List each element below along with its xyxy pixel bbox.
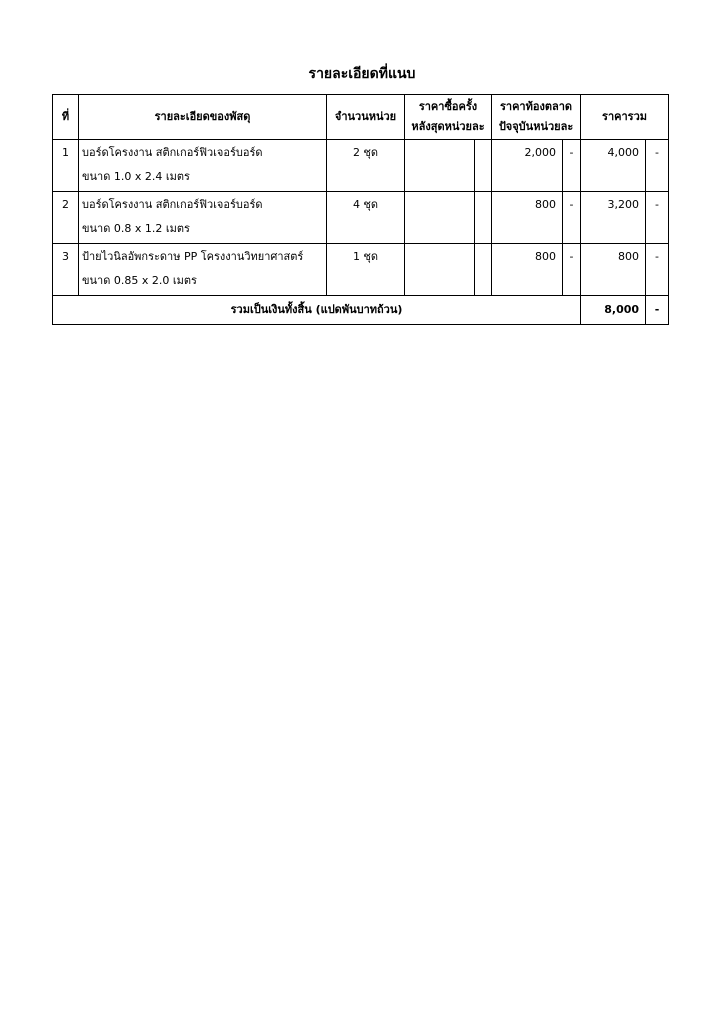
row-description xyxy=(79,140,327,192)
row-last-price xyxy=(405,244,475,296)
row-description xyxy=(79,192,327,244)
table-row xyxy=(53,192,669,244)
row-no: 1 xyxy=(53,140,79,192)
header-quantity: จำนวนหน่วย xyxy=(327,95,405,140)
row-total: 3,200 xyxy=(581,192,646,244)
row-description-line2: ขนาด 0.85 x 2.0 เมตร xyxy=(82,274,197,287)
row-no: 3 xyxy=(53,244,79,296)
row-last-price-sub xyxy=(475,244,492,296)
grand-total-label: รวมเป็นเงินทั้งสิ้น (แปดพันบาทถ้วน) xyxy=(53,296,581,325)
document-title: รายละเอียดที่แนบ xyxy=(308,66,416,82)
row-total: 4,000 xyxy=(581,140,646,192)
table-row xyxy=(53,140,669,192)
table-header-row xyxy=(53,95,669,140)
row-description-line1: ป้ายไวนิลอัพกระดาษ PP โครงงานวิทยาศาสตร์ xyxy=(82,250,304,263)
items-table xyxy=(52,94,669,325)
row-market-price: 800 xyxy=(492,192,563,244)
row-description-line2: ขนาด 0.8 x 1.2 เมตร xyxy=(82,222,190,235)
row-total-sub: - xyxy=(646,244,669,296)
header-market-price-line1: ราคาท้องตลาด xyxy=(499,100,573,113)
row-total-sub: - xyxy=(646,192,669,244)
header-market-price xyxy=(492,95,581,140)
row-market-price-sub: - xyxy=(563,244,581,296)
row-description-line1: บอร์ดโครงงาน สติกเกอร์ฟิวเจอร์บอร์ด xyxy=(82,146,263,159)
header-last-price xyxy=(405,95,492,140)
row-total: 800 xyxy=(581,244,646,296)
row-market-price: 800 xyxy=(492,244,563,296)
header-last-price-line2: หลังสุดหน่วยละ xyxy=(411,120,485,133)
row-description xyxy=(79,244,327,296)
row-last-price xyxy=(405,192,475,244)
row-last-price-sub xyxy=(475,140,492,192)
row-total-sub: - xyxy=(646,140,669,192)
row-market-price-sub: - xyxy=(563,140,581,192)
grand-total-sub: - xyxy=(646,296,669,325)
row-market-price: 2,000 xyxy=(492,140,563,192)
row-last-price-sub xyxy=(475,192,492,244)
grand-total-row xyxy=(53,296,669,325)
grand-total-value: 8,000 xyxy=(581,296,646,325)
header-market-price-line2: ปัจจุบันหน่วยละ xyxy=(498,120,574,133)
row-quantity: 2 ชุด xyxy=(327,140,405,192)
header-no: ที่ xyxy=(53,95,79,140)
row-no: 2 xyxy=(53,192,79,244)
row-description-line1: บอร์ดโครงงาน สติกเกอร์ฟิวเจอร์บอร์ด xyxy=(82,198,263,211)
table-row xyxy=(53,244,669,296)
row-last-price xyxy=(405,140,475,192)
header-last-price-line1: ราคาซื้อครั้ง xyxy=(418,100,478,113)
row-quantity: 1 ชุด xyxy=(327,244,405,296)
header-description: รายละเอียดของพัสดุ xyxy=(79,95,327,140)
row-quantity: 4 ชุด xyxy=(327,192,405,244)
row-description-line2: ขนาด 1.0 x 2.4 เมตร xyxy=(82,170,190,183)
row-market-price-sub: - xyxy=(563,192,581,244)
header-total: ราคารวม xyxy=(581,95,669,140)
